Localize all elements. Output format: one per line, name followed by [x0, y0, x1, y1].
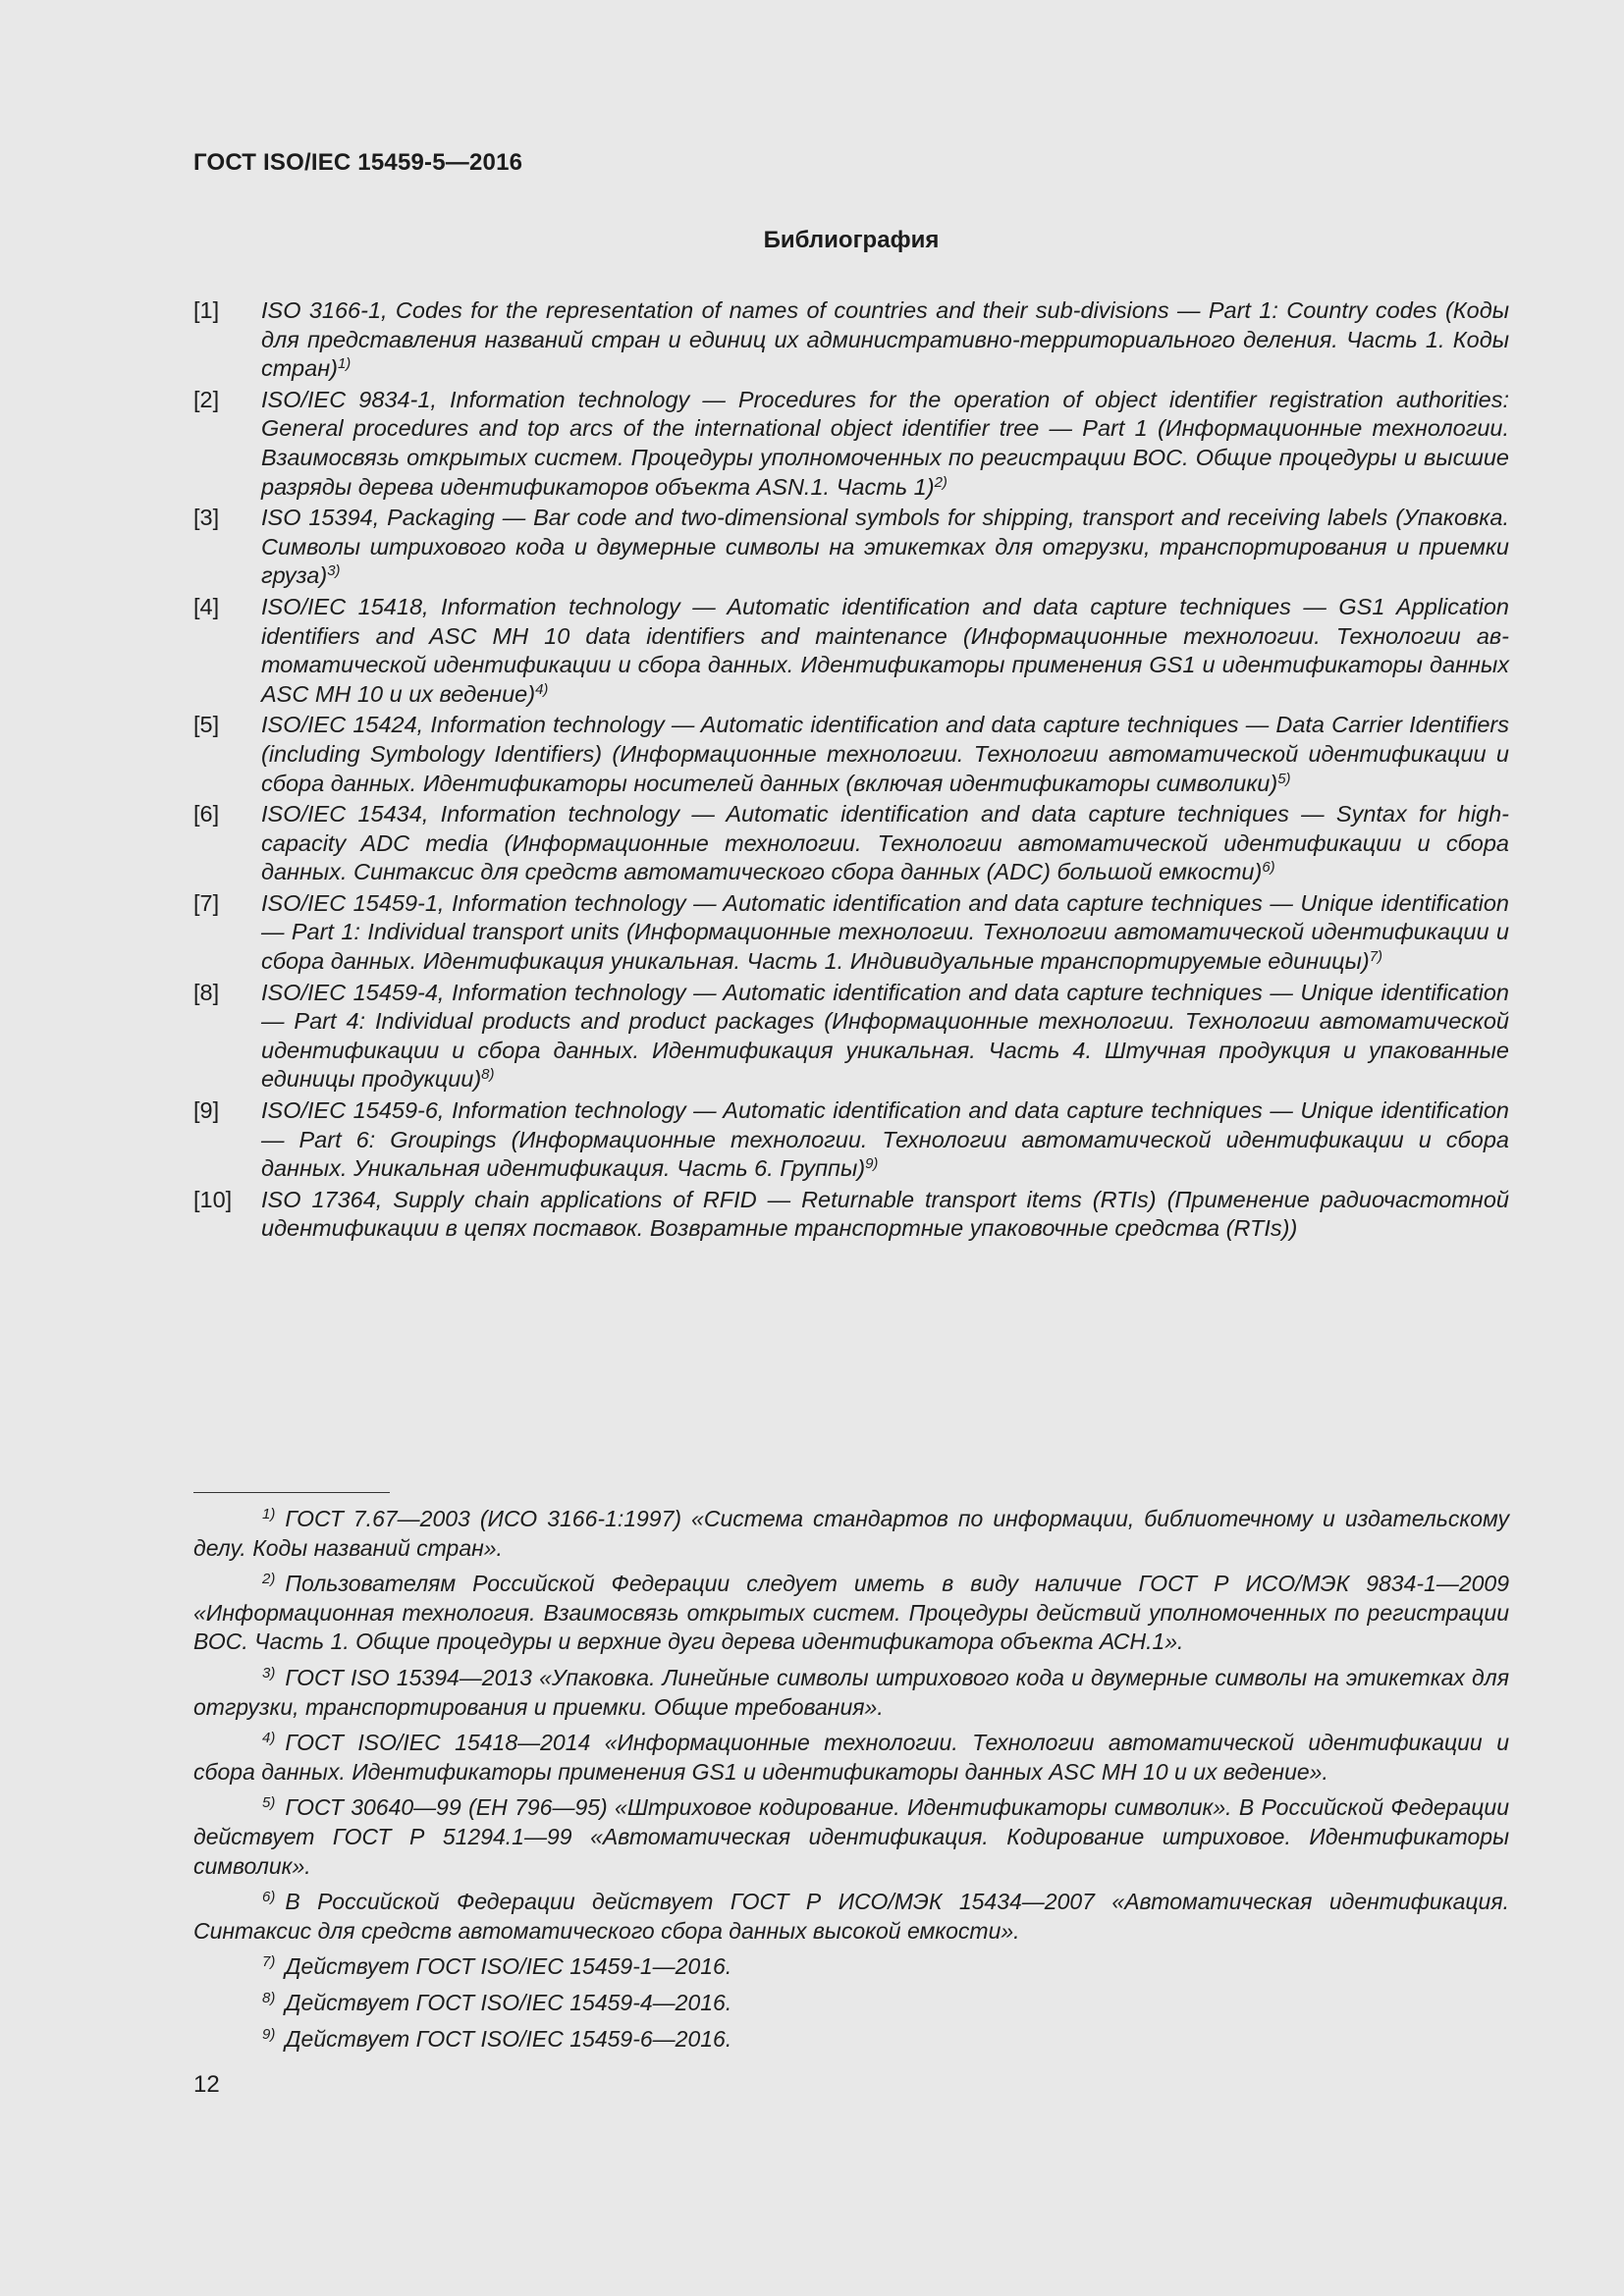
entry-number: [4] — [193, 593, 220, 619]
footnote-text: В Российской Федерации действует ГОСТ Р ИСО/МЭК 15434—2007 «Автоматическая идентификация. Синтаксис для средств автоматического сбора данных высокой емкости». — [193, 1889, 1509, 1944]
footnote-ref: 8) — [481, 1066, 495, 1084]
footnote — [193, 1664, 1509, 1722]
entry-text: ISO/IEC 15424, Information technology — Automatic identification and data capture techniques — Data Carrier Identifiers (including Symbology Identifiers) (Информационные технологии. Технологии автоматической идентификации и сбора данных. Идентификаторы носителей данных (включая идентификаторы символики)$^{5)}$ — [261, 712, 1509, 796]
footnote-mark: 7) — [262, 1953, 276, 1971]
footnote-text: Действует ГОСТ ISO/IEC 15459-1—2016. — [285, 1953, 732, 1980]
footnote-ref: 2) — [934, 473, 947, 491]
bibliography-list — [193, 296, 1509, 1246]
entry-text: ISO/IEC 15418, Information technology — Automatic identification and data capture techniques — GS1 Application identifiers and ASC MH 10 data identifiers and maintenance (Информационные технологии. Технологии автоматической идентификации и сбора данных. Идентификаторы применения GS1 и идентификаторы данных ASC MH 10 и их ведение)$^{4)}$ — [261, 593, 1509, 707]
footnote — [193, 1952, 1509, 1982]
entry-number: [6] — [193, 801, 220, 828]
bibliography-entry — [193, 979, 1509, 1095]
footnote-text: ГОСТ ISO 15394—2013 «Упаковка. Линейные символы штрихового кода и двумерные символы на этикетках для отгрузки, транспортирования и приемки. Общие требования». — [193, 1664, 1509, 1720]
footnote-mark: 9) — [262, 2025, 276, 2043]
entry-text: ISO 17364, Supply chain applications of RFID — Returnable transport items (RTIs) (Применение радиочастотной идентификации в цепях поставок. Возвратные транспортные упаковочные средства (RTIs)) — [261, 1186, 1509, 1242]
footnote-text: ГОСТ ISO/IEC 15418—2014 «Информационные технологии. Технологии автоматической идентификации и сбора данных. Идентификаторы применения GS1 и идентификаторы данных ASC MH 10 и их ведение». — [193, 1730, 1509, 1785]
footnote — [193, 1888, 1509, 1946]
section-title: Библиография — [763, 227, 940, 253]
entry-number: [5] — [193, 712, 220, 738]
entry-text: ISO/IEC 15434, Information technology — Automatic identification and data capture techniques — Syntax for high-capacity ADC media (Информационные технологии. Технологии автоматической идентификации и сбора данных. Синтаксис для средств автоматического сбора данных (ADC) большой емкости)$^{6)}$ — [261, 801, 1509, 885]
footnote-mark: 6) — [262, 1889, 276, 1906]
entry-text: ISO/IEC 15459-4, Information technology — Automatic identification and data capture techniques — Unique identification — Part 4: Individual products and product packages (Информационные технологии. Технологии автоматической идентификации и сбора данных. Идентификация уникальная. Часть 4. Штучная продукция и упакованные единицы продукции)$^{8)}$ — [261, 979, 1509, 1093]
entry-number: [10] — [193, 1186, 233, 1212]
footnote — [193, 1989, 1509, 2018]
footnote-text: ГОСТ 30640—99 (ЕН 796—95) «Штриховое кодирование. Идентификаторы символик». В Российской Федерации действует ГОСТ Р 51294.1—99 «Автоматическая идентификация. Кодирование штриховое. Идентификаторы символик». — [193, 1794, 1509, 1879]
footnote-mark: 8) — [262, 1989, 276, 2006]
footnote-separator — [193, 1492, 390, 1493]
document-header: ГОСТ ISO/IEC 15459-5—2016 — [193, 149, 523, 176]
footnote-text: ГОСТ 7.67—2003 (ИСО 3166-1:1997) «Система стандартов по информации, библиотечному и издательскому делу. Коды названий стран». — [193, 1506, 1509, 1561]
footnote — [193, 1505, 1509, 1563]
entry-number: [9] — [193, 1097, 220, 1124]
footnote-ref: 3) — [327, 562, 341, 580]
footnote-mark: 1) — [262, 1506, 276, 1522]
footnote — [193, 1729, 1509, 1787]
bibliography-entry — [193, 711, 1509, 798]
bibliography-entry — [193, 889, 1509, 977]
footnote-ref: 5) — [1277, 770, 1291, 787]
bibliography-entry — [193, 593, 1509, 709]
footnotes-list — [193, 1505, 1509, 2060]
bibliography-entry — [193, 504, 1509, 591]
footnote-mark: 2) — [262, 1571, 276, 1588]
footnote-text: Действует ГОСТ ISO/IEC 15459-6—2016. — [285, 2025, 732, 2052]
footnote — [193, 1793, 1509, 1881]
entry-text: ISO/IEC 15459-6, Information technology — Automatic identification and data capture techniques — Unique identification — Part 6: Groupings (Информационные технологии. Технологии автоматической идентификации и сбора данных. Уникальная идентификация. Часть 6. Группы)$^{9)}$ — [261, 1097, 1509, 1182]
entry-number: [7] — [193, 889, 220, 916]
entry-number: [8] — [193, 979, 220, 1005]
bibliography-entry — [193, 296, 1509, 384]
entry-number: [1] — [193, 297, 220, 323]
footnote — [193, 2025, 1509, 2055]
entry-text: ISO/IEC 15459-1, Information technology — Automatic identification and data capture techniques — Unique identification — Part 1: Individual transport units (Информационные технологии. Технологии автоматической идентификации и сбора данных. Идентификация уникальная. Часть 1. Индивидуальные транспортируемые единицы)$^{7)}$ — [261, 889, 1509, 975]
footnote-mark: 4) — [262, 1730, 276, 1747]
entry-number: [3] — [193, 505, 220, 531]
bibliography-entry — [193, 1186, 1509, 1244]
footnote — [193, 1570, 1509, 1657]
footnote-mark: 5) — [262, 1794, 276, 1812]
entry-text: ISO 3166-1, Codes for the representation of names of countries and their sub-divisions — Part 1: Country codes (Коды для представления названий стран и единиц их административно-территориального деления. Часть 1. Коды стран)$^{1)}$ — [261, 297, 1509, 382]
footnote-ref: 1) — [337, 355, 352, 373]
page-number: 12 — [193, 2071, 220, 2098]
footnote-text: Действует ГОСТ ISO/IEC 15459-4—2016. — [285, 1989, 732, 2015]
footnote-ref: 9) — [865, 1155, 879, 1173]
footnote-ref: 7) — [1369, 948, 1383, 966]
bibliography-entry — [193, 800, 1509, 887]
entry-text: ISO 15394, Packaging — Bar code and two-dimensional symbols for shipping, transport and receiving labels (Упаковка. Символы штрихового кода и двумерные символы на этикетках для отгрузки, транспортирования и приемки груза)$^{3)}$ — [261, 505, 1509, 589]
footnote-mark: 3) — [262, 1664, 276, 1682]
footnote-text: Пользователям Российской Федерации следует иметь в виду наличие ГОСТ Р ИСО/МЭК 9834-1—2009 «Информационная технология. Взаимосвязь открытых систем. Процедуры действий уполномоченных по регистрации ВОС. Часть 1. Общие процедуры и верхние дуги дерева идентификатора объекта АСН.1». — [193, 1571, 1509, 1655]
footnote-ref: 4) — [535, 680, 549, 698]
bibliography-entry — [193, 386, 1509, 502]
footnote-ref: 6) — [1262, 859, 1275, 877]
bibliography-entry — [193, 1096, 1509, 1184]
entry-text: ISO/IEC 9834-1, Information technology — Procedures for the operation of object identifier registration authorities: General procedures and top arcs of the international object identifier tree — Part 1 (Информационные технологии. Взаимосвязь открытых систем. Процедуры уполномоченных по регистрации ВОС. Общие процедуры и высшие разряды дерева идентификаторов объекта ASN.1. Часть 1)$^{2)}$ — [261, 386, 1509, 500]
entry-number: [2] — [193, 386, 220, 412]
